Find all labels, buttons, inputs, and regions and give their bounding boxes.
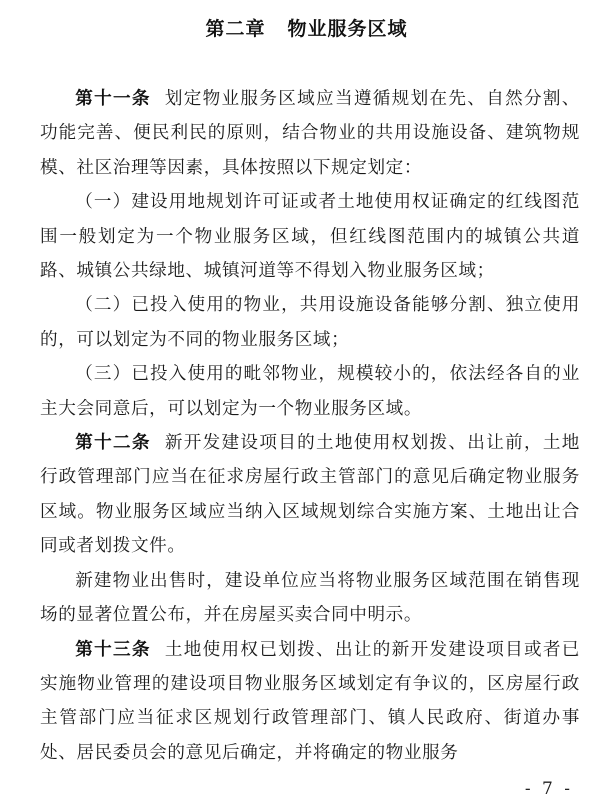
chapter-heading: [0, 14, 613, 41]
paragraph-text: 划定物业服务区域应当遵循规划在先、自然分割、功能完善、便民利民的原则，结合物业的共用设施设备、建筑物规模、社区治理等因素，具体按照以下规定划定：: [40, 89, 581, 178]
chapter-title-text: 物业服务区域: [287, 18, 408, 40]
article-number: 第十一条: [75, 89, 151, 109]
paragraph-text: （二）已投入使用的物业，共用设施设备能够分割、独立使用的，可以划定为不同的物业服务区域；: [40, 295, 580, 350]
clause-1-paragraph: [40, 185, 580, 288]
paragraph-text: 土地使用权已划拨、出让的新开发建设项目或者已实施物业管理的建设项目物业服务区域划定有争议的，区房屋行政主管部门应当征求区规划行政管理部门、镇人民政府、街道办事处、居民委员会的意见后确定，并将确定的物业服务: [40, 639, 581, 763]
paragraph-text: （一）建设用地规划许可证或者土地使用权证确定的红线图范围一般划定为一个物业服务区域，但红线图范围内的城镇公共道路、城镇公共绿地、城镇河道等不得划入物业服务区域；: [40, 192, 580, 282]
chapter-label: 第二章: [205, 18, 266, 40]
article-13-paragraph: [40, 633, 580, 771]
page-number: - 7 -: [524, 779, 573, 799]
article-12-second-paragraph: [40, 564, 580, 633]
paragraph-text: 新开发建设项目的土地使用权划拨、出让前，土地行政管理部门应当在征求房屋行政主管部门的意见后确定物业服务区域。物业服务区域应当纳入区域规划综合实施方案、土地出让合同或者划拨文件。: [40, 433, 581, 557]
paragraph-text: 新建物业出售时，建设单位应当将物业服务区域范围在销售现场的显著位置公布，并在房屋买卖合同中明示。: [40, 570, 580, 626]
document-body: [40, 82, 580, 770]
article-number: 第十三条: [75, 639, 151, 660]
clause-3-paragraph: [40, 357, 580, 426]
article-12-paragraph: [40, 426, 580, 564]
article-11-paragraph: [40, 82, 580, 185]
paragraph-text: （三）已投入使用的毗邻物业，规模较小的，依法经各自的业主大会同意后，可以划定为一个物业服务区域。: [40, 364, 580, 419]
clause-2-paragraph: [40, 288, 580, 357]
article-number: 第十二条: [75, 433, 151, 454]
